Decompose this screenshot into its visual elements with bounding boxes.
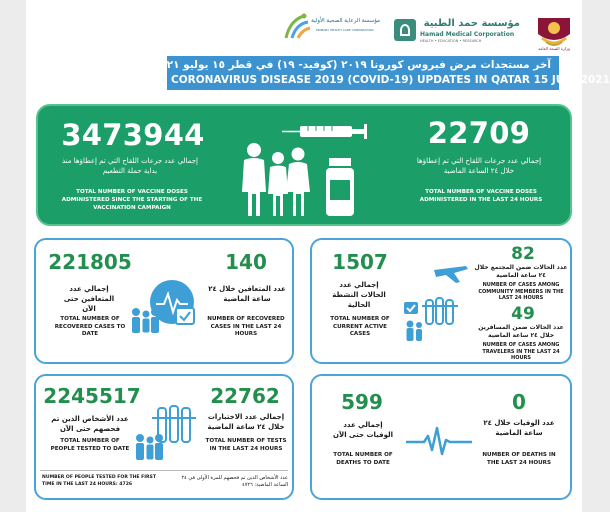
deaths-panel: [310, 374, 572, 500]
phcc-logo: [276, 12, 381, 48]
active-community-label-en: NUMBER OF CASES AMONG COMMUNITY MEMBERS IN THE LAST 24 HOURS: [478, 282, 564, 301]
tested-note-divider: [40, 470, 288, 471]
syringe-icon: [282, 124, 367, 139]
phcc-name-en: PRIMARY HEALTH CARE CORPORATION: [316, 28, 374, 32]
tested-total-label-en: TOTAL NUMBER OF PEOPLE TESTED TO DATE: [50, 438, 130, 452]
vaccine-last24-label-en: TOTAL NUMBER OF VACCINE DOSES ADMINISTERED IN THE LAST 24 HOURS: [419, 189, 543, 203]
tested-total-label-ar: عدد الأشخاص الذين تم فحصهم حتى الآن: [51, 415, 129, 433]
recovered-family-icon: [132, 308, 159, 333]
vaccine-total-label-ar: إجمالي عدد جرعات اللقاح التي تم إعطاؤها منذ بداية حملة التطعيم: [61, 157, 198, 175]
recovered-total-value: 221805: [48, 250, 132, 274]
hmc-name-ar: مؤسسة حمد الطبية: [423, 18, 520, 29]
recovered-last24-label-en: NUMBER OF RECOVERED CASES IN THE LAST 24 HOURS: [207, 316, 285, 337]
tested-last24-value: 22762: [210, 384, 280, 408]
phcc-logo-icon: [280, 12, 314, 42]
recovered-last24-label-ar: عدد المتعافين خلال ٢٤ ساعة الماضية: [208, 285, 286, 303]
tested-first-time-note-en: NUMBER OF PEOPLE TESTED FOR THE FIRST TIME IN THE LAST 24 HOURS: 4726: [42, 475, 156, 487]
recovered-total-label-ar: إجمالي عدد المتعافين حتى الآن: [63, 285, 115, 313]
active-travelers-label-en: NUMBER OF CASES AMONG TRAVELERS IN THE LAST 24 HOURS: [482, 342, 560, 361]
hmc-name-en: Hamad Medical Corporation: [420, 31, 515, 38]
active-community-value: 82: [511, 244, 535, 264]
active-family-icon: [407, 321, 423, 342]
vaccine-panel: [36, 104, 572, 226]
hmc-logo-icon: [394, 19, 416, 41]
recovered-panel: [34, 238, 294, 364]
tested-first-time-note-ar: عدد الأشخاص الذين تم فحصهم للمرة الأولى في ٢٤ الساعة الماضية: ٤٧٢٦: [181, 475, 288, 488]
hmc-tagline: HEALTH • EDUCATION • RESEARCH: [420, 39, 482, 43]
test-tubes-icon: [422, 298, 458, 324]
vaccination-illustration: [228, 112, 378, 222]
recovered-illustration: [128, 274, 200, 334]
vaccine-vial-icon: [326, 158, 354, 216]
vaccine-last24-label-ar: إجمالي عدد جرعات اللقاح التي تم إعطاؤها خلال ٢٤ الساعة الماضية: [416, 157, 542, 175]
moph-logo-text: وزارة الصحة العامة: [538, 46, 570, 51]
tested-last24-label-en: TOTAL NUMBER OF TESTS IN THE LAST 24 HOURS: [205, 438, 287, 452]
recovered-total-label-en: TOTAL NUMBER OF RECOVERED CASES TO DATE: [54, 316, 126, 337]
vaccine-total-label-en: TOTAL NUMBER OF VACCINE DOSES ADMINISTERED SINCE THE STARTING OF THE VACCINATION CAMPAIGN: [61, 189, 203, 211]
deaths-last24-label-ar: عدد الوفيات خلال ٢٤ ساعة الماضية: [483, 419, 555, 437]
recovered-last24-value: 140: [225, 250, 267, 274]
heartbeat-line-icon: [406, 426, 472, 456]
family-icon: [242, 143, 310, 216]
active-current-label-en: TOTAL NUMBER OF CURRENT ACTIVE CASES: [330, 316, 390, 337]
active-illustration: [400, 262, 470, 342]
title-english: CORONAVIRUS DISEASE 2019 (COVID-19) UPDATES IN QATAR 15 JULY 2021: [171, 74, 610, 86]
active-current-value: 1507: [332, 250, 388, 274]
tested-illustration: [132, 402, 198, 462]
tested-total-value: 2245517: [43, 384, 141, 408]
deaths-last24-value: 0: [512, 390, 526, 414]
active-cases-panel: [310, 238, 572, 364]
deaths-last24-label-en: NUMBER OF DEATHS IN THE LAST 24 HOURS: [482, 452, 556, 466]
phcc-name-ar: مؤسسة الرعاية الصحية الأولية: [311, 18, 380, 24]
active-current-label-ar: إجمالي عدد الحالات النشطة الحالية: [332, 281, 386, 309]
tested-family-icon: [136, 434, 163, 460]
check-box-icon: [404, 302, 418, 314]
title-arabic: آخر مستجدات مرض فيروس كورونا ٢٠١٩ (كوفيد- ١٩) في قطر ١٥ يوليو ٢٠٢١: [153, 59, 551, 71]
active-community-label-ar: عدد الحالات ضمن المجتمع خلال ٢٤ ساعة الماضية: [474, 264, 568, 279]
active-travelers-value: 49: [511, 304, 535, 324]
deaths-total-value: 599: [341, 390, 383, 414]
hmc-logo: [394, 18, 522, 48]
active-travelers-label-ar: عدد الحالات ضمن المسافرين خلال ٢٤ ساعة الماضية: [478, 324, 564, 339]
tested-panel: [34, 374, 294, 500]
vaccine-total-value: 3473944: [61, 118, 205, 152]
deaths-total-label-ar: إجمالي عدد الوفيات حتى الآن: [333, 421, 393, 439]
vaccine-last24-value: 22709: [427, 116, 531, 150]
tested-last24-label-ar: إجمالي عدد الاختبارات خلال ٢٤ ساعة الماضية: [207, 413, 285, 431]
deaths-total-label-en: TOTAL NUMBER OF DEATHS TO DATE: [333, 452, 393, 466]
title-bar: [153, 56, 610, 90]
airplane-icon: [434, 266, 468, 283]
